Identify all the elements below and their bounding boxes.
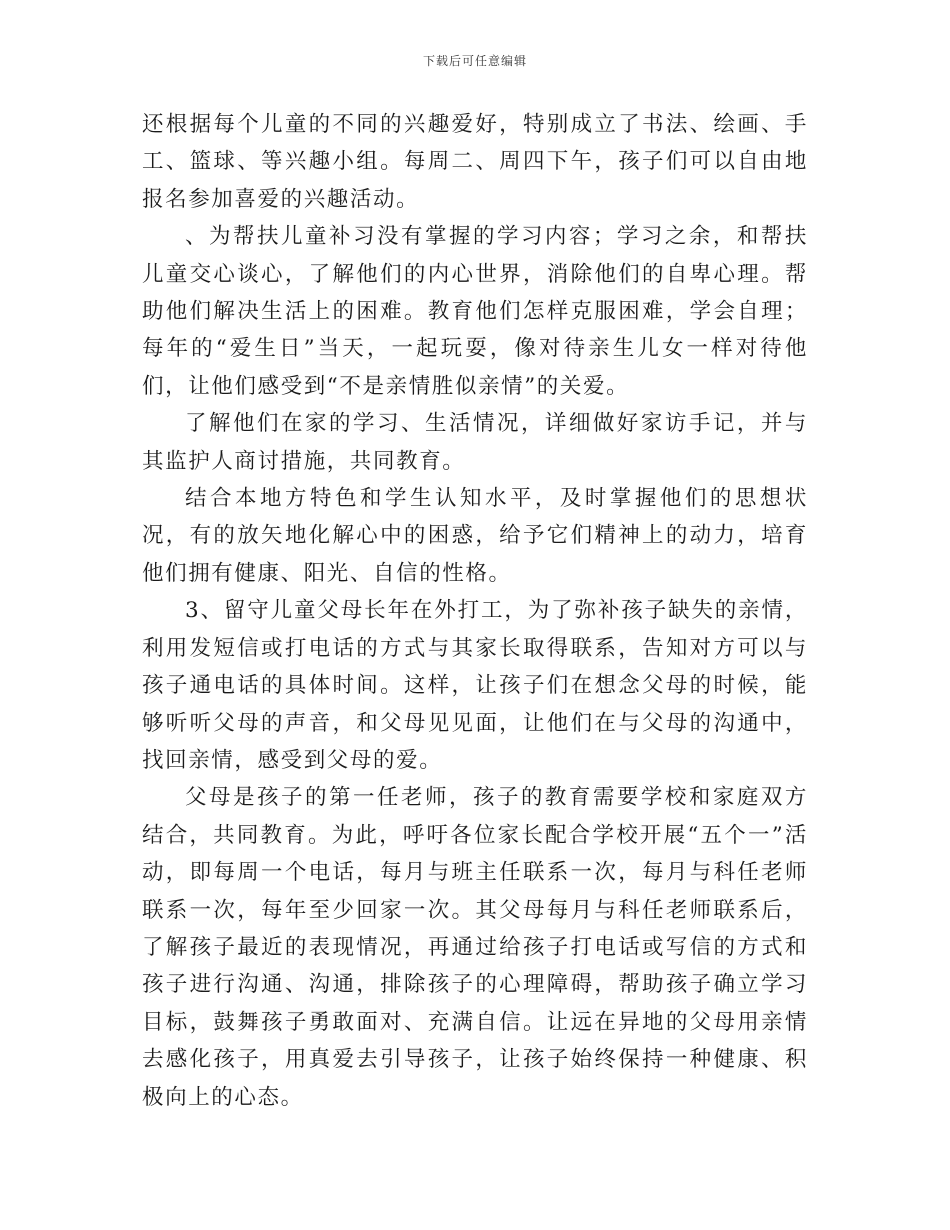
paragraph-home-visit: 了解他们在家的学习、生活情况，详细做好家访手记，并与其监护人商讨措施，共同教育。 <box>142 411 808 474</box>
paragraph-tutoring: 、为帮扶儿童补习没有掌握的学习内容；学习之余，和帮扶儿童交心谈心，了解他们的内心世界，消除他们的自卑心理。帮助他们解决生活上的困难。教育他们怎样克服困难，学会自理；每年的“爱生日”当天，一起玩耍，像对待亲生儿女一样对待他们，让他们感受到“不是亲情胜似亲情”的关爱。 <box>142 224 808 399</box>
paragraph-parent-contact: 3、留守儿童父母长年在外打工，为了弥补孩子缺失的亲情，利用发短信或打电话的方式与其家长取得联系，告知对方可以与孩子通电话的具体时间。这样，让孩子们在想念父母的时候，能够听听父母的声音，和父母见见面，让他们在与父母的沟通中，找回亲情，感受到父母的爱。 <box>142 598 808 773</box>
paragraph-continuation: 还根据每个儿童的不同的兴趣爱好，特别成立了书法、绘画、手工、篮球、等兴趣小组。每周二、周四下午，孩子们可以自由地报名参加喜爱的兴趣活动。 <box>142 112 808 212</box>
document-body <box>142 106 808 1116</box>
paragraph-five-ones: 父母是孩子的第一任老师，孩子的教育需要学校和家庭双方结合，共同教育。为此，呼吁各位家长配合学校开展“五个一”活动，即每周一个电话，每月与班主任联系一次，每月与科任老师联系一次，每年至少回家一次。其父母每月与科任老师联系后，了解孩子最近的表现情况，再通过给孩子打电话或写信的方式和孩子进行沟通、沟通，排除孩子的心理障碍，帮助孩子确立学习目标，鼓舞孩子勇敢面对、充满自信。让远在异地的父母用亲情去感化孩子，用真爱去引导孩子，让孩子始终保持一种健康、积极向上的心态。 <box>142 785 808 1110</box>
paragraph-local-features: 结合本地方特色和学生认知水平，及时掌握他们的思想状况，有的放矢地化解心中的困惑，给予它们精神上的动力，培育他们拥有健康、阳光、自信的性格。 <box>142 486 808 586</box>
page-header: 下载后可任意编辑 <box>422 54 527 68</box>
